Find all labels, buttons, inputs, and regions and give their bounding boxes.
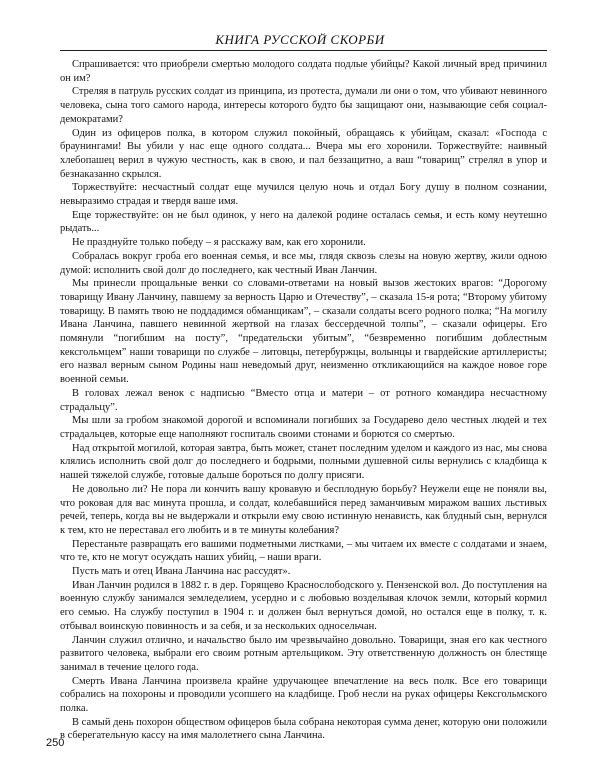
paragraph: Мы принесли прощальные венки со словами-ответами на новый вызов жестоких врагов: “Дорогому товарищу Ивану Ланчину, павшему за верность Царю и Отечеству”, – сказала 15-я рота; “Второму убитому товарищу. В память твою не поддадимся обманщикам”, – сказали солдаты всего родного полка; “На могилу Ивана Ланчина, павшего невинной жертвой на глазах бессердечной толпы”, – сказали офицеры. Его помянули “погибшим на посту”, “предательски убитым”, “безвременно погибшим доблестным кексгольмцем” наши товарищи по службе – литовцы, петербуржцы, волынцы и гвардейские артиллеристы; его назвал верным сыном Родины наш неведомый друг, неизменно откликающийся на каждое новое горе военной семьи. xyxy=(60,278,547,386)
paragraph: Над открытой могилой, которая завтра, быть может, станет последним уделом и каждого из нас, мы снова клялись исполнить свой долг до последнего и бодрыми, полными душевной силы вернулись с кладбища к нашей тяжелой службе, готовые дальше бороться по долгу присяги. xyxy=(60,442,547,482)
paragraph: В головах лежал венок с надписью “Вместо отца и матери – от ротного командира несчастному страдальцу”. xyxy=(60,387,547,413)
body-text xyxy=(60,58,547,743)
paragraph: Не празднуйте только победу – я расскажу вам, как его хоронили. xyxy=(72,237,366,249)
paragraph: В самый день похорон обществом офицеров была собрана некоторая сумма денег, которую они положили в сберегательную кассу на имя малолетнего сына Ланчина. xyxy=(60,716,547,742)
paragraph: Перестаньте развращать его вашими подметными листками, – мы читаем их вместе с солдатами и знаем, что те, кто не могут осуждать наших убийц, – наши враги. xyxy=(60,538,547,564)
paragraph: Стреляя в патруль русских солдат из принципа, из протеста, думали ли они о том, что убивают невинного человека, сына того самого народа, интересы которого будто бы защищают они, называющие себя социал-демократами? xyxy=(60,86,547,125)
paragraph: Один из офицеров полка, в котором служил покойный, обращаясь к убийцам, сказал: «Господа с браунингами! Вы убили у нас еще одного солдата... Вчера мы его хоронили. Торжествуйте: наивный хлебопашец верил в чужую честность, как в свою, и пал беззащитно, а ваш “товарищ” стрелял в упор и безнаказанно скрылся. xyxy=(60,127,547,180)
paragraph: Пусть мать и отец Ивана Ланчина нас рассудят». xyxy=(72,566,291,578)
paragraph: Ланчин служил отлично, и начальство было им чрезвычайно довольно. Товарищи, зная его как честного развитого человека, выбрали его своим ротным артельщиком. Эту ответственную должность он блестяще занимал в течение целого года. xyxy=(60,634,547,673)
paragraph: Смерть Ивана Ланчина произвела крайне удручающее впечатление на весь полк. Все его товарищи собрались на похороны и проводили усопшего на кладбище. Гроб несли на руках офицеры Кексгольмского полка. xyxy=(60,675,547,715)
running-header-title: КНИГА РУССКОЙ СКОРБИ xyxy=(215,32,385,47)
paragraph: Мы шли за гробом знакомой дорогой и вспоминали погибших за Государево дело честных людей и тех страдальцев, которые еще наполняют госпиталь своими стонами и борются со смертью. xyxy=(60,415,547,440)
paragraph: Торжествуйте: несчастный солдат еще мучился целую ночь и отдал Богу душу в полном сознании, невыразимо страдая и твердя ваше имя. xyxy=(60,182,547,208)
paragraph: Еще торжествуйте: он не был одинок, у него на далекой родине осталась семья, и есть кому неутешно рыдать... xyxy=(60,209,547,235)
header-divider xyxy=(60,50,547,51)
page-number: 250 xyxy=(46,737,65,749)
paragraph: Спрашивается: что приобрели смертью молодого солдата подлые убийцы? Какой личный вред причинил он им? xyxy=(60,59,547,84)
paragraph: Иван Ланчин родился в 1882 г. в дер. Горящево Краснослободского у. Пензенской вол. До поступления на военную службу занимался земледелием, усердно и с любовью возделывая клочок земли, который кормил его семью. На службу поступил в 1904 г. и должен был вернуться домой, но остался еще в полку, т. к. отбывал воинскую повинность и за себя, и за нескольких односельчан. xyxy=(60,579,547,632)
paragraph: Собралась вокруг гроба его военная семья, и все мы, глядя сквозь слезы на новую жертву, жили одною думой: исполнить свой долг до последнего, как честный Иван Ланчин. xyxy=(60,250,547,276)
paragraph: Не довольно ли? Не пора ли кончить вашу кровавую и бесплодную борьбу? Неужели еще не поняли вы, что роковая для вас минута прошла, и солдат, колебавшийся перед заманчивым миражом ваших льстивых речей, теперь, когда вы не выдержали и открыли ему свою истинную ненависть, как блудный сын, вернулся к тем, кто не переставал его любить и в те минуты колебания? xyxy=(60,483,547,536)
